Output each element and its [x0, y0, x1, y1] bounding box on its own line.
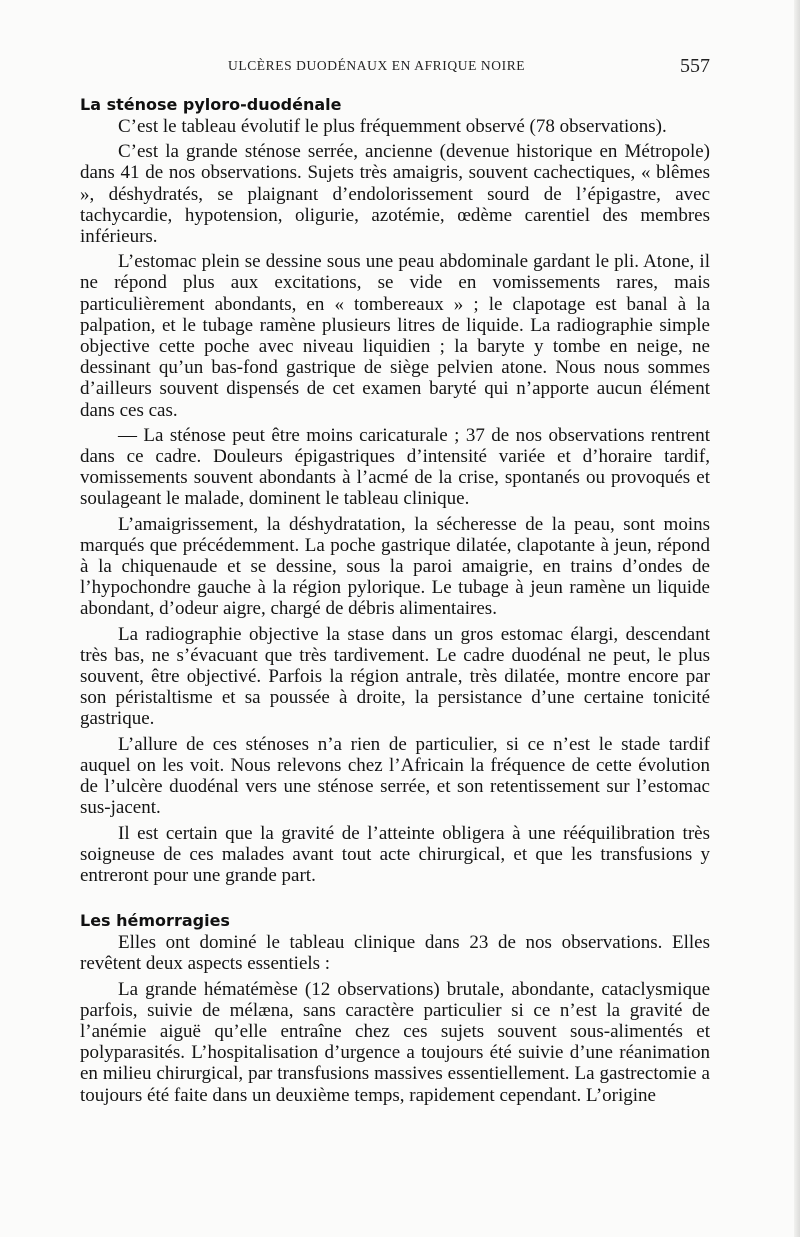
- running-head: [228, 55, 710, 80]
- paragraph: L’amaigrissement, la déshydratation, la sécheresse de la peau, sont moins marqués que précédemment. La poche gastrique dilatée, clapotante à jeun, répond à la chiquenaude et se dessine, sous la paroi amaigrie, en trains d’ondes de l’hypochondre gauche à la région pylorique. Le tubage à jeun ramène un liquide abondant, d’odeur aigre, chargé de débris alimentaires.: [80, 513, 710, 620]
- paragraph: L’estomac plein se dessine sous une peau abdominale gardant le pli. Atone, il ne répond plus aux excitations, se vide en vomissements rares, mais particulièrement abondants, en « tombereaux » ; le clapotage est banal à la palpation, et le tubage ramène plusieurs litres de liquide. La radiographie simple objective cette poche avec niveau liquidien ; la baryte y tombe en neige, ne dessinant qu’un bas-fond gastrique de siège pelvien atone. Nous nous sommes d’ailleurs souvent dispensés de cet examen baryté qui n’apporte aucun élément dans ces cas.: [80, 251, 710, 421]
- paragraph: L’allure de ces sténoses n’a rien de particulier, si ce n’est le stade tardif auquel on les voit. Nous relevons chez l’Africain la fréquence de cette évolution de l’ulcère duodénal vers une sténose serrée, et son retentissement sur l’estomac sus-jacent.: [80, 733, 710, 819]
- section-heading-hemorragies: Les hémorragies: [80, 911, 230, 931]
- paragraph: C’est le tableau évolutif le plus fréquemment observé (78 observations).: [118, 116, 667, 137]
- paragraph: C’est la grande sténose serrée, ancienne (devenue historique en Métropole) dans 41 de nos observations. Sujets très amaigris, souvent cachectiques, « blêmes », déshydratés, se plaignant d’endolorissement sourd de l’épigastre, avec tachycardie, hypotension, oligurie, azotémie, œdème carentiel des membres inférieurs.: [80, 141, 710, 248]
- page-number: 557: [680, 55, 710, 77]
- paragraph: La radiographie objective la stase dans un gros estomac élargi, descendant très bas, ne s’évacuant que très tardivement. Le cadre duodénal ne peut, le plus souvent, être objectivé. Parfois la région antrale, très dilatée, montre encore par son péristaltisme et sa poussée à droite, la persistance d’une certaine tonicité gastrique.: [80, 623, 710, 730]
- paragraph: — La sténose peut être moins caricaturale ; 37 de nos observations rentrent dans ce cadre. Douleurs épigastriques d’intensité variée et d’horaire tardif, vomissements souvent abondants à l’acmé de la crise, spontanés ou provoqués et soulageant le malade, dominent le tableau clinique.: [80, 424, 710, 510]
- section-heading-stenose: La sténose pyloro-duodénale: [80, 95, 342, 114]
- paragraph: Elles ont dominé le tableau clinique dans 23 de nos observations. Elles revêtent deux aspects essentiels :: [80, 932, 710, 975]
- paragraph: La grande hématémèse (12 observations) brutale, abondante, cataclysmique parfois, suivie de mélæna, sans caractère particulier si ce n’est la gravité de l’anémie aiguë qu’elle entraîne chez ces sujets souvent sous-alimentés et polyparasités. L’hospitalisation d’urgence a toujours été suivie d’une réanimation en milieu chirurgical, par transfusions massives essentiellement. La gastrectomie a toujours été faite dans un deuxième temps, rapidement cependant. L’origine: [80, 978, 710, 1106]
- paragraph: Il est certain que la gravité de l’atteinte obligera à une rééquilibration très soigneuse de ces malades avant tout acte chirurgical, et que les transfusions y entreront pour une grande part.: [80, 822, 710, 886]
- scan-edge-shadow: [794, 0, 800, 1237]
- body-text: [80, 94, 710, 1110]
- running-title: ULCÈRES DUODÉNAUX EN AFRIQUE NOIRE: [228, 58, 526, 73]
